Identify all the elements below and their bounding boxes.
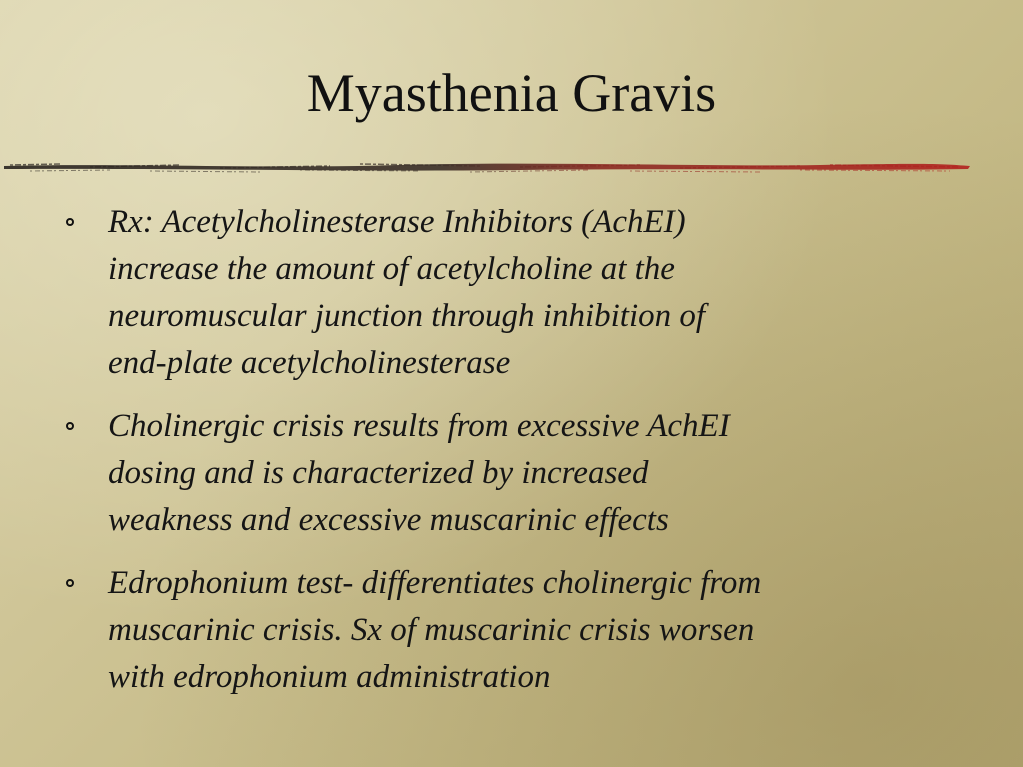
hollow-circle-bullet-icon xyxy=(66,218,74,226)
bullet-list xyxy=(60,199,960,717)
slide-title: Myasthenia Gravis xyxy=(306,63,717,123)
title-divider xyxy=(0,156,1023,180)
bullet-text: Edrophonium test- differentiates cholinergic from muscarinic crisis. Sx of muscarinic crisis worsen with edrophonium administration xyxy=(108,565,762,695)
hollow-circle-bullet-icon xyxy=(66,422,74,430)
bullet-item-cholinergic-crisis xyxy=(60,403,960,544)
hollow-circle-bullet-icon xyxy=(66,579,74,587)
bullet-text: Cholinergic crisis results from excessive AchEI dosing and is characterized by increased weakness and excessive muscarinic effects xyxy=(108,408,730,538)
bullet-item-rx xyxy=(60,199,960,387)
bullet-item-edrophonium-test xyxy=(60,560,960,701)
bullet-text: Rx: Acetylcholinesterase Inhibitors (AchEI) increase the amount of acetylcholine at the neuromuscular junction through inhibition of end-plate acetylcholinesterase xyxy=(108,204,706,381)
